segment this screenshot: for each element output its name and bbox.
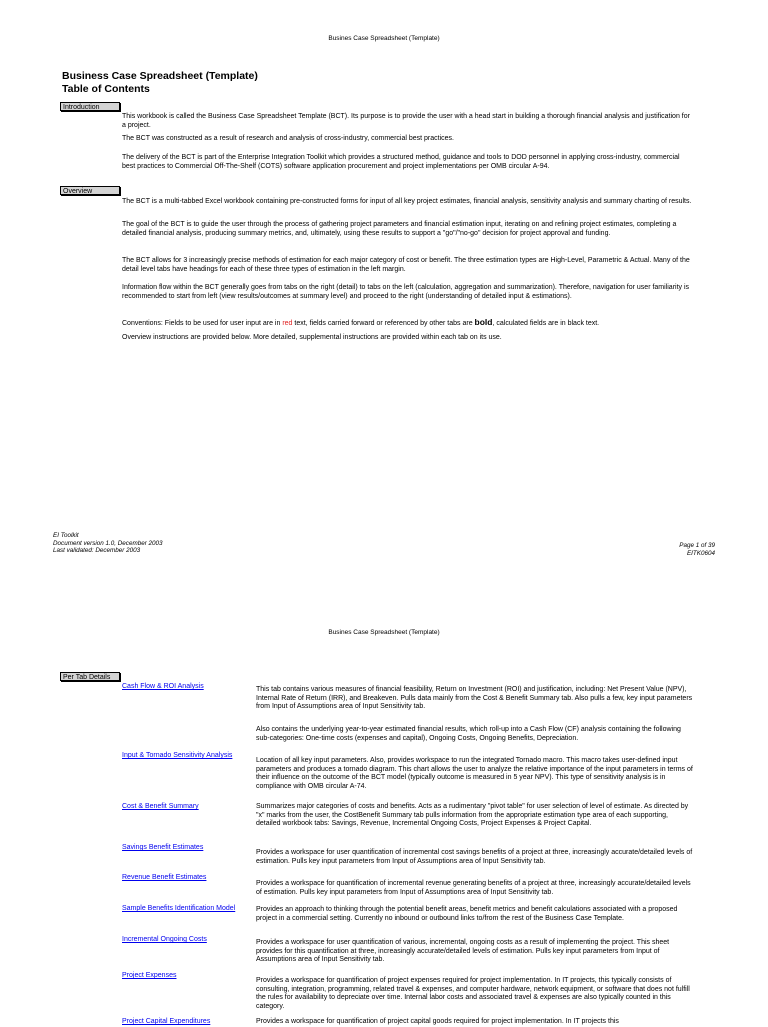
link-revenue-benefit-estimates[interactable]: Revenue Benefit Estimates [122,874,207,881]
conventions-paragraph [122,318,692,329]
overview-paragraph-4: Information flow within the BCT generally goes from tabs on the right (detail) to tabs on the left (calculation, aggregation and summarization). Therefore, navigation for user familiarity is recommended to start from left (view results/outcomes at summary level) and proceed to the right (understanding of detailed input & estimations). [122,284,690,300]
conventions-text-b: text, fields carried forward or referenced by other tabs are [292,320,475,327]
footer-version: Document version 1.0, December 2003 [53,539,163,547]
desc-project-capital: Provides a workspace for quantification of project capital goods required for project implementation. In IT projects this [256,1018,619,1025]
overview-label: Overview [60,186,120,195]
document-title: Business Case Spreadsheet (Template) [62,70,258,82]
link-project-capital-expenditures[interactable]: Project Capital Expenditures [122,1018,211,1025]
desc-input-tornado: Location of all key input parameters. Also, provides workspace to run the integrated Tornado macro. This macro takes user-defined input parameters and produces a tornado diagram. This chart allows the user to analyze the relative importance of the input parameters in terms of their influence on the outcome of the BCT model (typically outcome is measured in 5 year NPV). This type of sensitivity analysis is in compliance with OMB circular A-74. [256,757,693,790]
desc-sample-benefits: Provides an approach to thinking through the potential benefit areas, benefit metrics and benefit calculations associated with a proposed project in a commercial setting. Currently no inbound or outbound links to/from the rest of the Business Case Template. [256,906,678,922]
link-project-expenses[interactable]: Project Expenses [122,972,177,979]
overview-paragraph-2: The goal of the BCT is to guide the user through the process of gathering project parameters and financial estimation input, iterating on and refining project estimates, completing a detailed financial analysis, producing summary metrics, and, ultimately, using these results to support a "go"/"no-go" decision for project approval and funding. [122,221,677,237]
conventions-bold-word: bold [474,317,493,327]
link-input-tornado-sensitivity[interactable]: Input & Tornado Sensitivity Analysis [122,752,233,759]
link-cash-flow-roi-analysis[interactable]: Cash Flow & ROI Analysis [122,683,204,690]
desc-incremental-ongoing-costs: Provides a workspace for user quantification of various, incremental, ongoing costs as a result of implementing the project. This sheet provides for this quantification at three, increasingly accurate/detailed levels of estimation. Pulls key input parameters from Input of Assumptions area of Input Sensitivity tab. [256,939,670,964]
conventions-text-c: , calculated fields are in black text. [492,320,600,327]
desc-project-expenses: Provides a workspace for quantification of project expenses required for project implementation. In IT projects, this typically consists of consulting, integration, programming, related travel & expenses, and computer hardware, network equipment, or software that does not fulfill the rules for availability to depreciate over time. Internal labor costs and associated travel & expenses are also typically counted in this category. [256,977,690,1010]
footer-validated: Last validated: December 2003 [53,547,141,554]
intro-paragraph-1: This workbook is called the Business Case Spreadsheet Template (BCT). Its purpose is to provide the user with a head start in building a thorough financial analysis and justification for a project. [122,113,690,129]
overview-paragraph-3: The BCT allows for 3 increasingly precise methods of estimation for each major category of cost or benefit. The three estimation types are High-Level, Parametric & Actual. Many of the detail level tabs have headings for each of these three types of estimation in the left margin. [122,257,690,273]
footer-page-number: Page 1 of 39 [679,542,715,549]
desc-savings-benefit: Provides a workspace for user quantification of incremental cost savings benefits of a project at three, increasingly accurate/detailed levels of estimation. Pulls key input parameters from Input of Assumptions area of Input Sensitivity tab. [256,849,693,865]
document-subtitle: Table of Contents [62,83,150,95]
link-incremental-ongoing-costs[interactable]: Incremental Ongoing Costs [122,936,207,943]
footer-right [600,542,715,557]
page-header: Busines Case Spreadsheet (Template) [328,35,440,42]
footer-doc-code: EITK0604 [686,549,715,557]
link-savings-benefit-estimates[interactable]: Savings Benefit Estimates [122,844,204,851]
footer-toolkit: EI Toolkit [53,532,79,539]
conventions-text-a: Conventions: Fields to be used for user input are in [122,320,283,327]
conventions-red-word: red [282,320,293,327]
page2-header: Busines Case Spreadsheet (Template) [328,629,440,636]
overview-paragraph-6: Overview instructions are provided below. More detailed, supplemental instructions are provided within each tab on its use. [122,334,502,341]
per-tab-details-label: Per Tab Details [60,672,120,681]
desc-revenue-benefit: Provides a workspace for quantification of incremental revenue generating benefits of a project at three, increasingly accurate/detailed levels of estimation. Pulls key input parameters from Input of Assumptions area of Input Sensitivity tab. [256,880,691,896]
desc-cost-benefit-summary: Summarizes major categories of costs and benefits. Acts as a rudimentary "pivot table" for user selection of level of estimate. As directed by "x" marks from the user, the CostBenefit Summary tab pulls information from the appropriate estimation type area of each supporting, detailed workbook tabs: Savings, Revenue, Incremental Ongoing Costs, Project Expenses & Project Capital. [256,803,689,828]
introduction-label: Introduction [60,102,120,111]
intro-paragraph-3: The delivery of the BCT is part of the Enterprise Integration Toolkit which provides a structured method, guidance and tools to DOD personnel in applying cross-industry, commercial best practices to Commercial Off-The-Shelf (COTS) software application procurement and project implementations per OMB circular A-94. [122,154,680,170]
link-sample-benefits-identification-model[interactable]: Sample Benefits Identification Model [122,905,236,912]
desc-cash-flow-1: This tab contains various measures of financial feasibility, Return on Investment (ROI) and justification, including: Net Present Value (NPV), Internal Rate of Return (IRR), and Breakeven. Pulls data mainly from the Cost & Benefit Summary tab. Also pulls a few, key input parameters from Input of Assumptions area of Input Sensitivity tab. [256,686,693,711]
intro-paragraph-2: The BCT was constructed as a result of research and analysis of cross-industry, commercial best practices. [122,135,454,142]
link-cost-benefit-summary[interactable]: Cost & Benefit Summary [122,803,199,810]
overview-paragraph-1: The BCT is a multi-tabbed Excel workbook containing pre-constructed forms for input of all key project estimates, financial analysis, sensitivity analysis and summary charting of results. [122,198,692,205]
desc-cash-flow-2: Also contains the underlying year-to-year estimated financial results, which roll-up into a Cash Flow (CF) analysis containing the following sub-categories: One-time costs (expenses and capital), Ongoing Costs, Ongoing Benefits, Depreciation. [256,726,681,742]
footer-left [53,532,163,555]
